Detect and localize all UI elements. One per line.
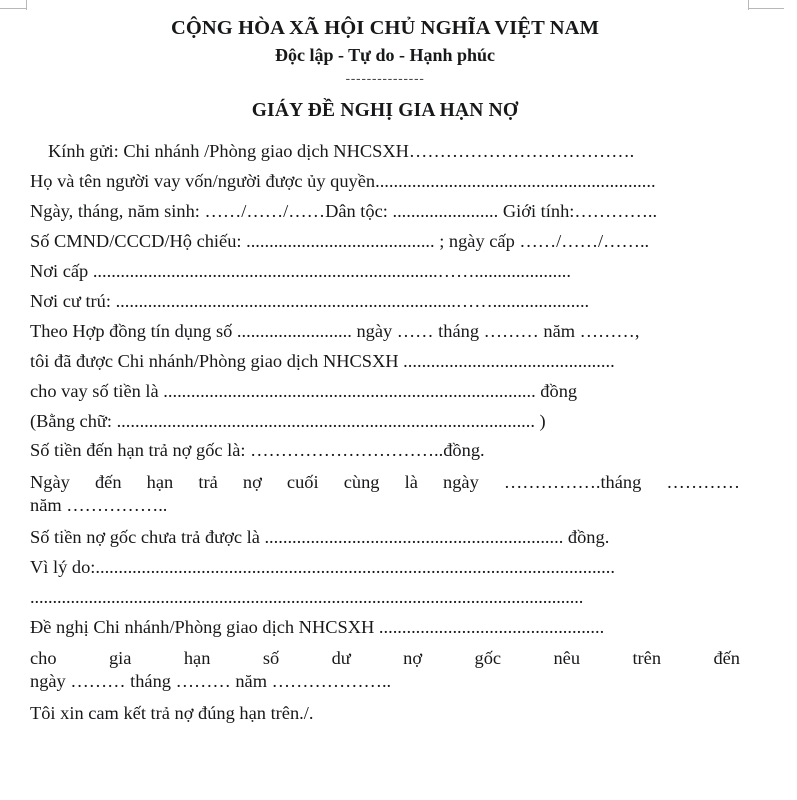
field-reason: Vì lý do:................................................................................................................. [30, 556, 615, 577]
field-recipient: Kính gửi: Chi nhánh /Phòng giao dịch NHCSXH………………………………. [48, 141, 635, 162]
field-principal-due: Số tiền đến hạn trả nợ gốc là: …………………………..đồng. [30, 440, 485, 461]
field-id-number: Số CMND/CCCD/Hộ chiếu: ......................................... ; ngày cấp ……/……/…….. [30, 231, 650, 252]
field-extension-request [30, 647, 740, 692]
field-issue-place: Nơi cấp ...........................................................................……..................... [30, 261, 571, 282]
field-loan-amount: cho vay số tiền là ................................................................................. đồng [30, 380, 578, 401]
field-commitment: Tôi xin cam kết trả nợ đúng hạn trên./. [30, 702, 314, 723]
field-borrower-name: Họ và tên người vay vốn/người được ủy quyền............................................................. [30, 171, 656, 192]
field-birth-ethnicity-gender: Ngày, tháng, năm sinh: ……/……/……Dân tộc: ....................... Giới tính:………….. [30, 201, 658, 222]
page-margin-mark-top-right [749, 8, 784, 9]
field-request-branch: Đề nghị Chi nhánh/Phòng giao dịch NHCSXH ................................................. [30, 616, 605, 637]
page-margin-mark-top-left-vertical [26, 0, 27, 10]
header-divider: --------------- [345, 70, 425, 87]
document-page [30, 0, 740, 734]
field-final-due-date-line2: năm …………….. [30, 494, 168, 515]
national-motto: Độc lập - Tự do - Hạnh phúc [274, 44, 496, 65]
document-header [30, 16, 740, 122]
field-final-due-date [30, 471, 740, 516]
field-amount-in-words: (Bằng chữ: ........................................................................................... ) [30, 410, 546, 431]
field-reason-continued: ........................................................................................................................... [30, 587, 584, 606]
page-margin-mark-top-left [0, 8, 27, 9]
page-margin-mark-top-right-vertical [748, 0, 749, 10]
field-granting-branch: tôi đã được Chi nhánh/Phòng giao dịch NHCSXH .............................................. [30, 350, 615, 371]
field-unpaid-principal: Số tiền nợ gốc chưa trả được là ................................................................. đồng. [30, 526, 610, 547]
field-extension-request-line1: cho gia hạn số dư nợ gốc nêu trên đến [30, 648, 740, 669]
document-body [30, 142, 740, 722]
national-title: CỘNG HÒA XÃ HỘI CHỦ NGHĨA VIỆT NAM [170, 17, 600, 39]
page-title: GIÁY ĐỀ NGHỊ GIA HẠN NỢ [251, 100, 519, 122]
field-credit-contract: Theo Hợp đồng tín dụng số ......................... ngày …… tháng ……… năm ………, [30, 320, 640, 341]
field-residence: Nơi cư trú: ..........................................................................……..................... [30, 290, 590, 311]
field-extension-request-line2: ngày ……… tháng ……… năm ……………….. [30, 670, 392, 691]
field-final-due-date-line1: Ngày đến hạn trả nợ cuối cùng là ngày …………….tháng ………… [30, 472, 740, 493]
